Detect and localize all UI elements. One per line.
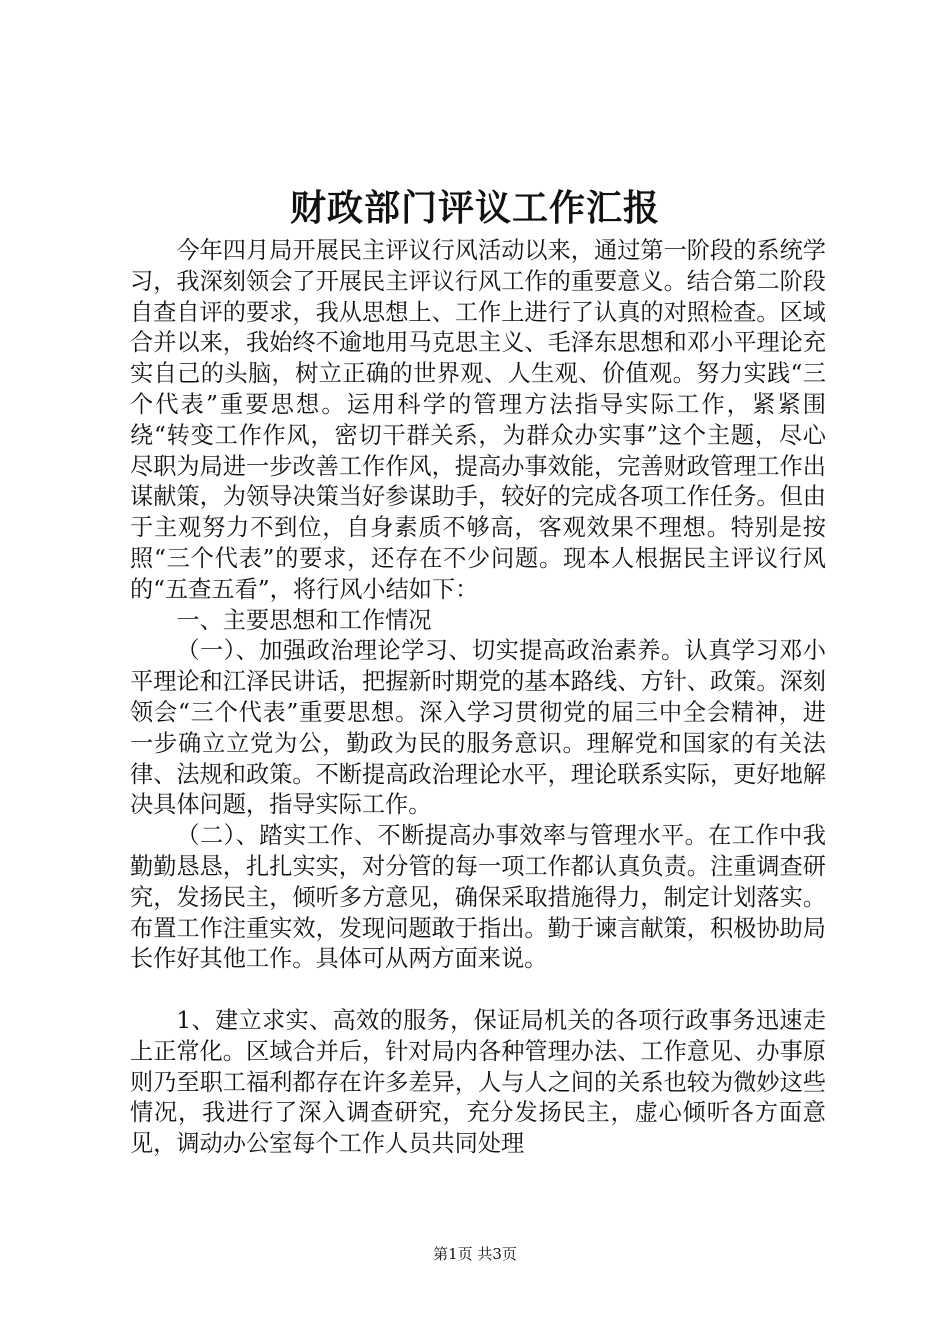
section-heading: 一、主要思想和工作情况	[176, 606, 432, 634]
paragraph-section-2: （二）、踏实工作、不断提高办事效率与管理水平。在工作中我勤勤恳恳，扎扎实实，对分管的每一项工作都认真负责。注重调查研究，发扬民主，倾听多方意见，确保采取措施得力，制定计划落实。布置工作注重实效，发现问题敢于指出。勤于谏言献策，积极协助局长作好其他工作。具体可从两方面来说。	[130, 822, 826, 973]
document-body	[130, 236, 826, 1160]
document-title: 财政部门评议工作汇报	[289, 187, 660, 229]
paragraph-item-1: 1、建立求实、高效的服务，保证局机关的各项行政事务迅速走上正常化。区域合并后，针对局内各种管理办法、工作意见、办事原则乃至职工福利都存在许多差异，人与人之间的关系也较为微妙这些情况，我进行了深入调查研究，充分发扬民主，虚心倾听各方面意见，调动办公室每个工作人员共同处理	[130, 1006, 826, 1158]
paragraph-spacer	[130, 975, 826, 1006]
page-number-footer: 第1页 共3页	[433, 1245, 517, 1263]
paragraph-intro: 今年四月局开展民主评议行风活动以来，通过第一阶段的系统学习，我深刻领会了开展民主评议行风工作的重要意义。结合第二阶段自查自评的要求，我从思想上、工作上进行了认真的对照检查。区域合并以来，我始终不逾地用马克思主义、毛泽东思想和邓小平理论充实自己的头脑，树立正确的世界观、人生观、价值观。努力实践“三个代表”重要思想。运用科学的管理方法指导实际工作，紧紧围绕“转变工作作风，密切干群关系，为群众办实事”这个主题，尽心尽职为局进一步改善工作作风，提高办事效能，完善财政管理工作出谋献策，为领导决策当好参谋助手，较好的完成各项工作任务。但由于主观努力不到位，自身素质不够高，客观效果不理想。特别是按照“三个代表”的要求，还存在不少问题。现本人根据民主评议行风的“五查五看”，将行风小结如下：	[130, 237, 826, 603]
paragraph-section-1: （一）、加强政治理论学习、切实提高政治素养。认真学习邓小平理论和江泽民讲话，把握新时期党的基本路线、方针、政策。深刻领会“三个代表”重要思想。深入学习贯彻党的届三中全会精神，进一步确立立党为公，勤政为民的服务意识。理解党和国家的有关法律、法规和政策。不断提高政治理论水平，理论联系实际，更好地解决具体问题，指导实际工作。	[130, 637, 826, 819]
